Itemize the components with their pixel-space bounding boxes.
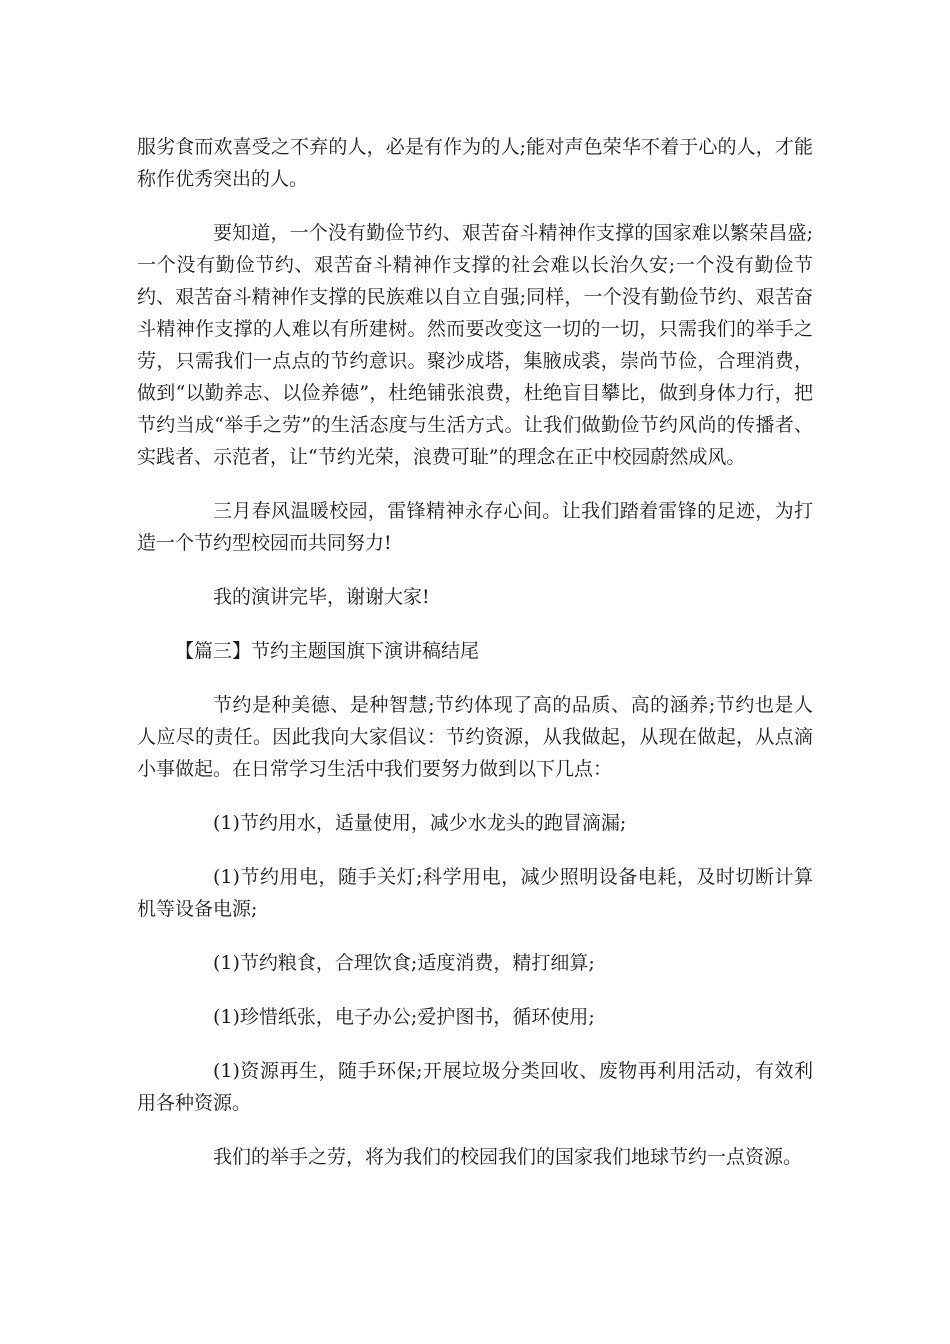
section-intro: 节约是种美德、是种智慧;节约体现了高的品质、高的涵养;节约也是人人应尽的责任。因此我向大家倡议：节约资源，从我做起，从现在做起，从点滴小事做起。在日常学习生活中我们要努力做到以下几点：	[137, 694, 813, 780]
paragraph-march-spring: 三月春风温暖校园，雷锋精神永存心间。让我们踏着雷锋的足迹，为打造一个节约型校园而共同努力!	[137, 500, 813, 554]
paragraph-continuation: 服劣食而欢喜受之不弃的人，必是有作为的人;能对声色荣华不着于心的人，才能称作优秀突出的人。	[137, 136, 813, 190]
list-item-recycling: (1)资源再生，随手环保;开展垃圾分类回收、废物再利用活动，有效利用各种资源。	[137, 1060, 813, 1114]
paragraph-speech-end: 我的演讲完毕，谢谢大家!	[213, 586, 430, 608]
list-item-paper: (1)珍惜纸张，电子办公;爱护图书，循环使用;	[213, 1006, 595, 1028]
document-body	[137, 131, 813, 1195]
paragraph-frugality-nation: 要知道，一个没有勤俭节约、艰苦奋斗精神作支撑的国家难以繁荣昌盛;一个没有勤俭节约、艰苦奋斗精神作支撑的社会难以长治久安;一个没有勤俭节约、艰苦奋斗精神作支撑的民族难以自立自强;同样，一个没有勤俭节约、艰苦奋斗精神作支撑的人难以有所建树。然而要改变这一切的一切，只需我们的举手之劳，只需我们一点点的节约意识。聚沙成塔，集腋成裘，崇尚节俭，合理消费，做到“以勤养志、以俭养德”，杜绝铺张浪费，杜绝盲目攀比，做到身体力行，把节约当成“举手之劳”的生活态度与生活方式。让我们做勤俭节约风尚的传播者、实践者、示范者，让“节约光荣，浪费可耻”的理念在正中校园蔚然成风。	[137, 222, 813, 468]
list-item-food: (1)节约粮食，合理饮食;适度消费，精打细算;	[213, 952, 595, 974]
section-heading: 【篇三】节约主题国旗下演讲稿结尾	[175, 640, 480, 662]
list-item-water: (1)节约用水，适量使用，减少水龙头的跑冒滴漏;	[213, 812, 627, 834]
list-item-electricity: (1)节约用电，随手关灯;科学用电，减少照明设备电耗，及时切断计算机等设备电源;	[137, 866, 813, 920]
closing-paragraph: 我们的举手之劳，将为我们的校园我们的国家我们地球节约一点资源。	[213, 1146, 803, 1168]
